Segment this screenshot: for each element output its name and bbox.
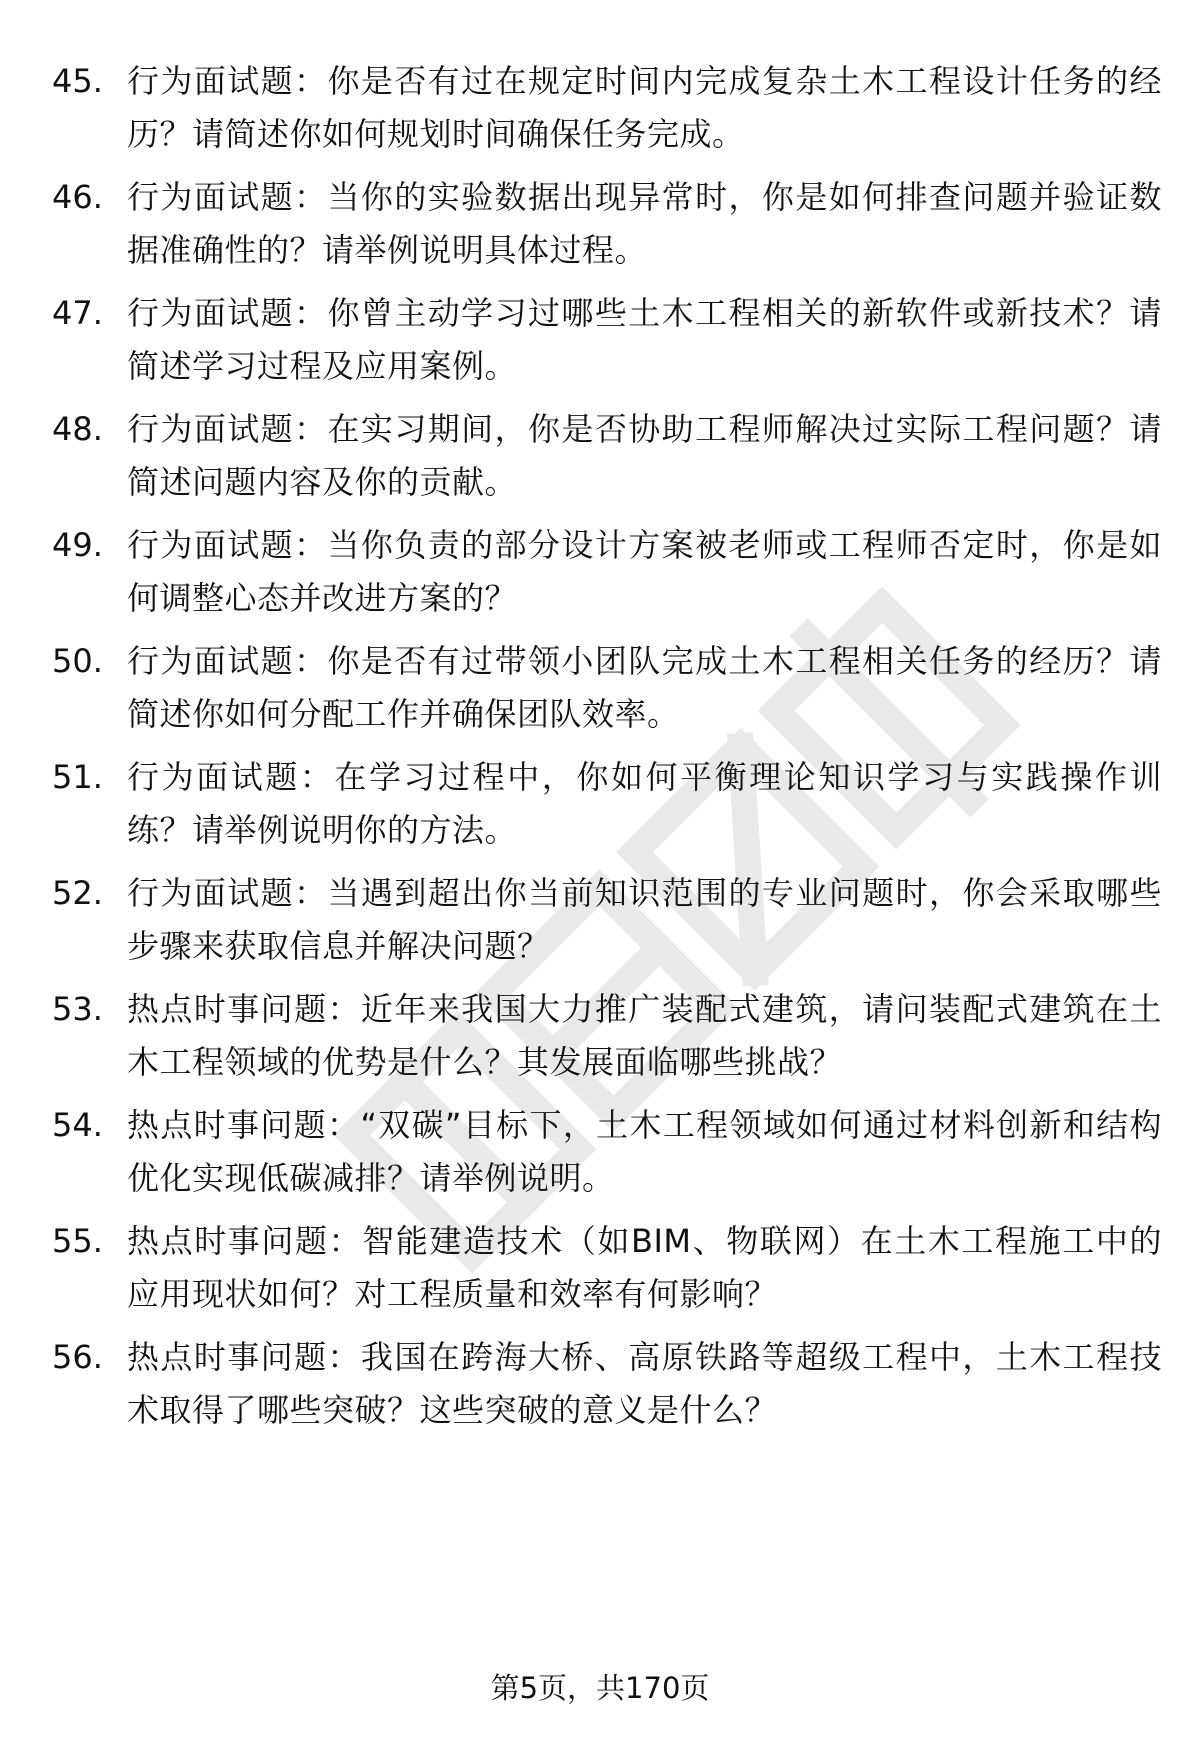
question-text: 行为面试题：当你负责的部分设计方案被老师或工程师否定时，你是如何调整心态并改进方案的？ xyxy=(127,526,1162,617)
question-number: 52. xyxy=(52,874,103,912)
question-item xyxy=(52,519,1162,625)
question-number: 54. xyxy=(52,1106,103,1144)
question-number: 49. xyxy=(52,526,103,564)
question-number: 53. xyxy=(52,990,103,1028)
question-text: 行为面试题：你是否有过在规定时间内完成复杂土木工程设计任务的经历？请简述你如何规划时间确保任务完成。 xyxy=(127,62,1162,153)
question-text: 热点时事问题：“双碳”目标下，土木工程领域如何通过材料创新和结构优化实现低碳减排？请举例说明。 xyxy=(127,1106,1162,1197)
question-text: 行为面试题：你是否有过带领小团队完成土木工程相关任务的经历？请简述你如何分配工作并确保团队效率。 xyxy=(127,642,1162,733)
question-text: 行为面试题：在学习过程中，你如何平衡理论知识学习与实践操作训练？请举例说明你的方法。 xyxy=(127,758,1162,849)
question-number: 51. xyxy=(52,758,103,796)
question-text: 热点时事问题：我国在跨海大桥、高原铁路等超级工程中，土木工程技术取得了哪些突破？这些突破的意义是什么？ xyxy=(127,1338,1162,1429)
question-item xyxy=(52,403,1162,509)
question-item xyxy=(52,751,1162,857)
question-item xyxy=(52,287,1162,393)
question-number: 47. xyxy=(52,294,103,332)
question-item xyxy=(52,55,1162,161)
question-text: 行为面试题：你曾主动学习过哪些土木工程相关的新软件或新技术？请简述学习过程及应用案例。 xyxy=(127,294,1162,385)
question-item xyxy=(52,635,1162,741)
page-number-footer: 第5页，共170页 xyxy=(490,1671,710,1705)
question-number: 56. xyxy=(52,1338,103,1376)
question-item xyxy=(52,1331,1162,1437)
question-item xyxy=(52,1215,1162,1321)
question-item xyxy=(52,1099,1162,1205)
question-text: 行为面试题：当你的实验数据出现异常时，你是如何排查问题并验证数据准确性的？请举例说明具体过程。 xyxy=(127,178,1162,269)
question-number: 50. xyxy=(52,642,103,680)
question-number: 45. xyxy=(52,62,103,100)
question-number: 46. xyxy=(52,178,103,216)
question-number: 48. xyxy=(52,410,103,448)
question-text: 热点时事问题：智能建造技术（如BIM、物联网）在土木工程施工中的应用现状如何？对工程质量和效率有何影响？ xyxy=(127,1222,1162,1313)
question-text: 热点时事问题：近年来我国大力推广装配式建筑，请问装配式建筑在土木工程领域的优势是什么？其发展面临哪些挑战？ xyxy=(127,990,1162,1081)
question-item xyxy=(52,171,1162,277)
question-text: 行为面试题：当遇到超出你当前知识范围的专业问题时，你会采取哪些步骤来获取信息并解决问题？ xyxy=(127,874,1162,965)
question-item xyxy=(52,867,1162,973)
question-number: 55. xyxy=(52,1222,103,1260)
question-text: 行为面试题：在实习期间，你是否协助工程师解决过实际工程问题？请简述问题内容及你的贡献。 xyxy=(127,410,1162,501)
question-item xyxy=(52,983,1162,1089)
